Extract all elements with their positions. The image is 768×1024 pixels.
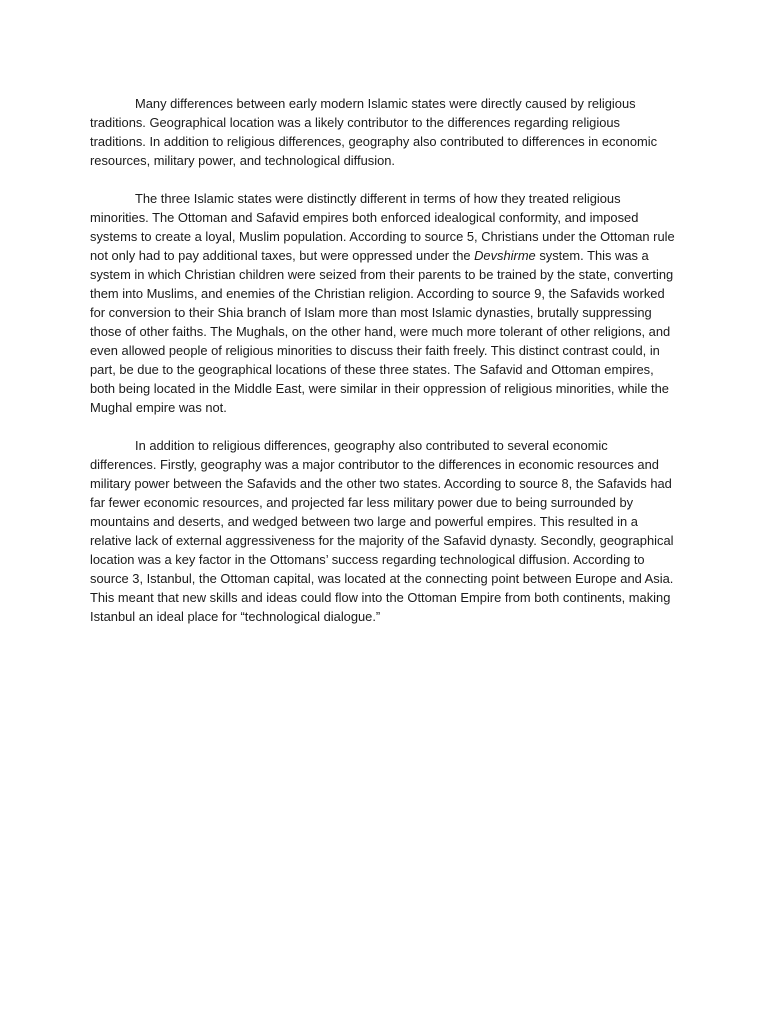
- paragraph-1: [90, 94, 675, 170]
- paragraph-1-text: Many differences between early modern Islamic states were directly caused by religious traditions. Geographical location was a likely contributor to the differences regarding religious traditions. In addition to religious differences, geography also contributed to differences in economic resources, military power, and technological diffusion.: [90, 96, 658, 168]
- paragraph-2-text-end: system. This was a system in which Christian children were seized from their parents to be trained by the state, converting them into Muslims, and enemies of the Christian religion. According to source 9, the Safavids worked for conversion to their Shia branch of Islam more than most Islamic dynasties, brutally suppressing those of other faiths. The Mughals, on the other hand, were much more tolerant of other religions, and even allowed people of religious minorities to discuss their faith freely. This distinct contrast could, in part, be due to the geographical locations of these three states. The Safavid and Ottoman empires, both being located in the Middle East, were similar in their oppression of religious minorities, while the Mughal empire was not.: [90, 248, 674, 415]
- paragraph-2-italic-term: Devshirme: [474, 248, 536, 263]
- document-body: [90, 94, 675, 645]
- paragraph-3-text: In addition to religious differences, geography also contributed to several economic differences. Firstly, geography was a major contributor to the differences in economic resources and military power between the Safavids and the other two states. According to source 8, the Safavids had far fewer economic resources, and projected far less military power due to being surrounded by mountains and deserts, and wedged between two large and powerful empires. This resulted in a relative lack of external aggressiveness for the majority of the Safavid dynasty. Secondly, geographical location was a key factor in the Ottomans’ success regarding technological diffusion. According to source 3, Istanbul, the Ottoman capital, was located at the connecting point between Europe and Asia. This meant that new skills and ideas could flow into the Ottoman Empire from both continents, making Istanbul an ideal place for “technological dialogue.”: [90, 438, 674, 624]
- paragraph-2: [90, 189, 675, 417]
- paragraph-2-text-start: The three Islamic states were distinctly different in terms of how they treated religious minorities. The Ottoman and Safavid empires both enforced idealogical conformity, and imposed systems to create a loyal, Muslim population. According to source 5, Christians under the Ottoman rule not only had to pay additional taxes, but were oppressed under the: [90, 191, 675, 263]
- paragraph-3: [90, 436, 675, 626]
